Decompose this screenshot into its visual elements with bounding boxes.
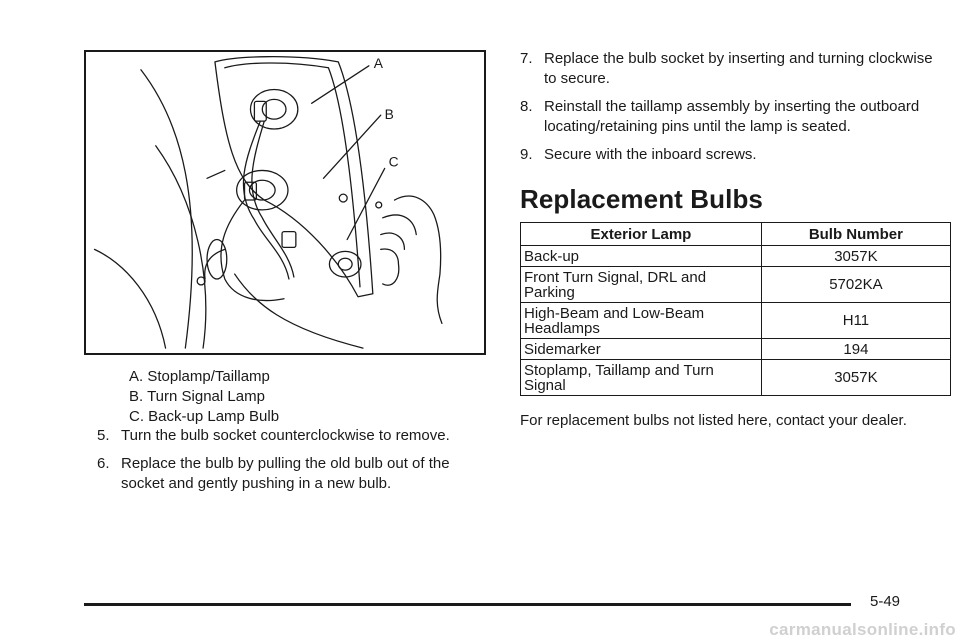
table-row xyxy=(521,246,951,267)
footer-rule xyxy=(84,603,851,606)
header-bulb-number: Bulb Number xyxy=(761,223,950,246)
step-number: 9. xyxy=(520,146,533,163)
table-row xyxy=(521,267,951,303)
page-number: 5-49 xyxy=(870,593,901,610)
taillamp-illustration xyxy=(84,50,486,355)
lamp-cell: High-Beam and Low-Beam Headlamps xyxy=(521,303,762,339)
table-row xyxy=(521,339,951,360)
lamp-cell: Front Turn Signal, DRL and Parking xyxy=(521,267,762,303)
table-header-row xyxy=(521,223,951,246)
step-text: Turn the bulb socket counterclockwise to remove. xyxy=(121,427,450,444)
socket-c xyxy=(329,251,361,277)
step-number: 8. xyxy=(520,98,533,115)
step-7 xyxy=(520,49,940,89)
taillamp-drawing xyxy=(86,52,484,353)
lamp-cell: Stoplamp, Taillamp and Turn Signal xyxy=(521,360,762,396)
step-text: Reinstall the taillamp assembly by inserting the outboard locating/retaining pins until the lamp is seated. xyxy=(544,98,920,135)
step-number: 6. xyxy=(97,455,110,472)
section-title: Replacement Bulbs xyxy=(520,184,763,214)
body-panel-curve xyxy=(156,146,206,348)
legend-item-b: B. Turn Signal Lamp xyxy=(129,388,265,405)
table-row xyxy=(521,303,951,339)
header-exterior-lamp: Exterior Lamp xyxy=(521,223,762,246)
callout-b: B xyxy=(384,106,394,123)
step-number: 5. xyxy=(97,427,110,444)
step-number: 7. xyxy=(520,50,533,67)
steps-right xyxy=(520,49,940,173)
lamp-cell: Sidemarker xyxy=(521,339,762,360)
body-panel-curve xyxy=(95,249,166,348)
step-text: Replace the bulb socket by inserting and turning clockwise to secure. xyxy=(544,50,933,87)
step-text: Replace the bulb by pulling the old bulb out of the socket and gently pushing in a new bulb. xyxy=(121,455,450,492)
step-6 xyxy=(97,454,492,494)
lamp-cell: Back-up xyxy=(521,246,762,267)
replacement-note: For replacement bulbs not listed here, contact your dealer. xyxy=(520,412,907,429)
watermark: carmanualsonline.info xyxy=(769,620,956,639)
step-text: Secure with the inboard screws. xyxy=(544,146,757,163)
step-8 xyxy=(520,97,940,137)
body-panel-curve xyxy=(235,274,363,348)
figure-legend xyxy=(129,367,279,427)
lamp-housing xyxy=(215,57,373,297)
steps-left xyxy=(97,426,492,502)
callout-a: A xyxy=(373,54,384,71)
body-panel-curve xyxy=(141,70,192,348)
step-9 xyxy=(520,145,940,165)
table-row xyxy=(521,360,951,396)
legend-item-c: C. Back-up Lamp Bulb xyxy=(129,408,280,425)
step-5 xyxy=(97,426,492,446)
socket-a xyxy=(250,90,297,129)
legend-item-a: A. Stoplamp/Taillamp xyxy=(129,368,270,385)
replacement-bulbs-table xyxy=(520,222,951,396)
bulb-cell: 5702KA xyxy=(761,267,950,303)
bulb-cell: H11 xyxy=(761,303,950,339)
callout-c: C xyxy=(388,153,399,170)
bulb-cell: 194 xyxy=(761,339,950,360)
bulb-cell: 3057K xyxy=(761,360,950,396)
bulb-cell: 3057K xyxy=(761,246,950,267)
